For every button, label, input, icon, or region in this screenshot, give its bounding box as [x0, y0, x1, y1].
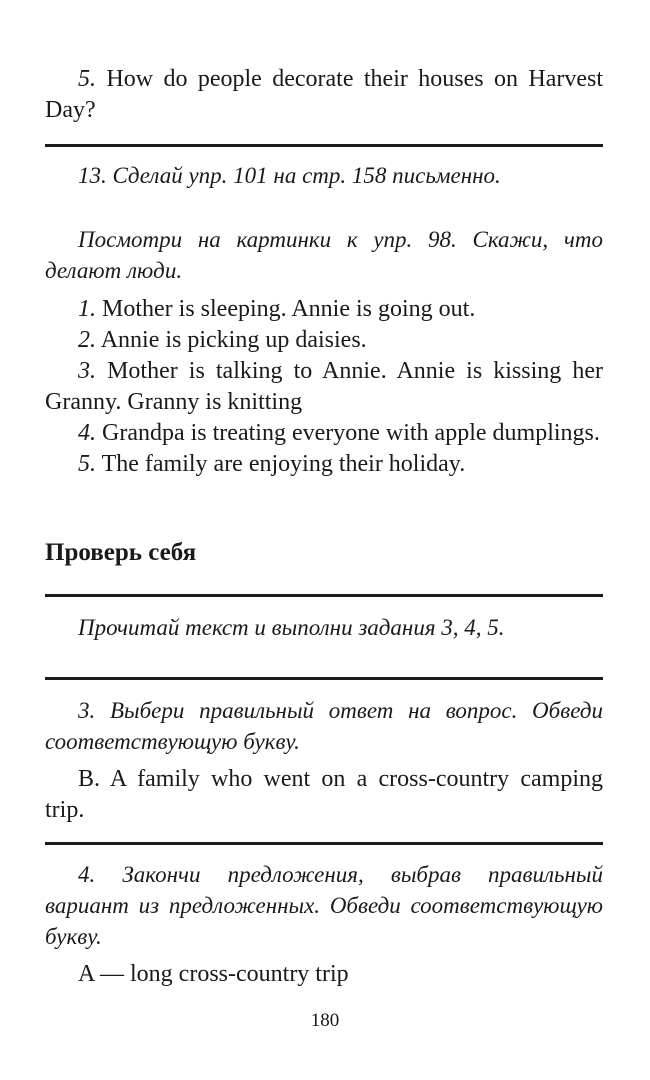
answer-number: 1.	[78, 296, 96, 322]
answer-item	[45, 418, 603, 449]
answer-text: Mother is talking to Annie. Annie is kissing her Granny. Granny is knitting	[45, 358, 603, 415]
answer-text: Annie is picking up daisies.	[100, 327, 367, 353]
task-3-answer-text: B. A family who went on a cross-country camping trip.	[45, 766, 603, 823]
divider-rule	[45, 842, 603, 845]
task-3-answer	[45, 764, 603, 826]
exercise-13-instruction	[45, 224, 603, 286]
divider-rule	[45, 144, 603, 147]
task-3-instruction	[45, 695, 603, 757]
answer-number: 3.	[78, 358, 96, 384]
exercise-13-instruction-text: Посмотри на картинки к упр. 98. Скажи, что делают люди.	[45, 227, 603, 283]
task-3-instruction-text: 3. Выбери правильный ответ на вопрос. Обведи соответствующую букву.	[45, 698, 603, 754]
exercise-13-answers	[45, 294, 603, 480]
answer-number: 2.	[78, 327, 96, 353]
answer-text: Mother is sleeping. Annie is going out.	[102, 296, 476, 322]
divider-rule	[45, 677, 603, 680]
answer-number: 4.	[78, 420, 96, 446]
task-4-instruction	[45, 859, 603, 952]
answer-text: The family are enjoying their holiday.	[101, 451, 466, 477]
exercise-13-title	[45, 160, 603, 191]
task-4-answer-text: A — long cross-country trip	[78, 961, 349, 987]
question-5-number: 5.	[78, 66, 96, 92]
task-4-answer	[45, 959, 603, 990]
section-heading: Проверь себя	[45, 539, 197, 566]
answer-item	[45, 294, 603, 325]
answer-item	[45, 356, 603, 418]
exercise-13-title-text: 13. Сделай упр. 101 на стр. 158 письменно.	[78, 163, 501, 188]
answer-item	[45, 325, 603, 356]
question-5-text: How do people decorate their houses on Harvest Day?	[45, 66, 604, 123]
section-instruction	[45, 612, 603, 643]
divider-rule	[45, 594, 603, 597]
section-instruction-text: Прочитай текст и выполни задания 3, 4, 5.	[78, 615, 505, 640]
page-number: 180	[310, 1010, 340, 1031]
answer-number: 5.	[78, 451, 96, 477]
task-4-instruction-text: 4. Закончи предложения, выбрав правильный вариант из предложенных. Обведи соответствующую букву.	[45, 862, 603, 949]
answer-text: Grandpa is treating everyone with apple dumplings.	[102, 420, 600, 446]
answer-item	[45, 449, 603, 480]
question-5	[45, 64, 603, 126]
